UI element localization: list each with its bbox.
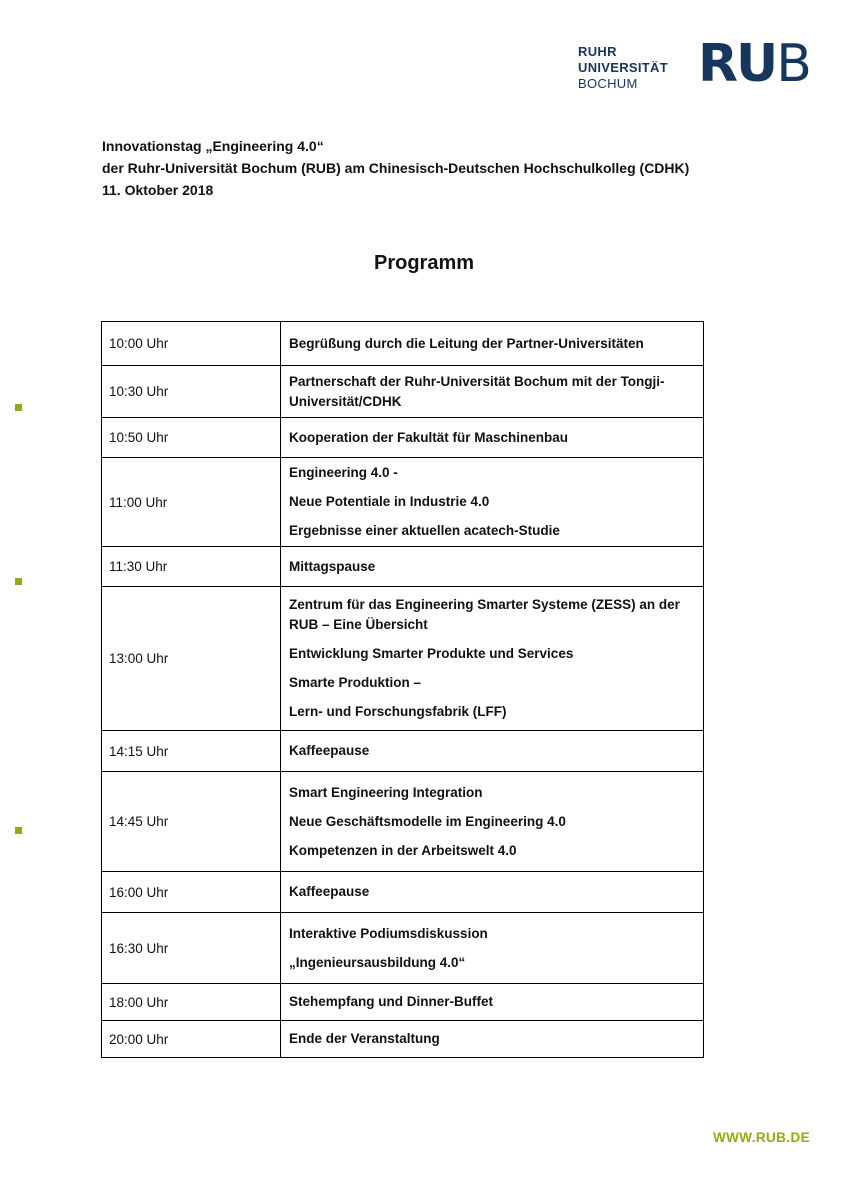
description-cell: [281, 984, 704, 1021]
description-line: „Ingenieursausbildung 4.0“: [289, 954, 466, 970]
table-row: [102, 587, 704, 731]
time-cell: 14:45 Uhr: [102, 772, 281, 872]
description-cell: [281, 1021, 704, 1058]
time-cell: 10:50 Uhr: [102, 418, 281, 458]
description-cell: [281, 418, 704, 458]
table-row: [102, 322, 704, 366]
event-host: der Ruhr-Universität Bochum (RUB) am Chinesisch-Deutschen Hochschulkolleg (CDHK): [102, 160, 690, 176]
event-header: [102, 135, 689, 201]
table-row: [102, 872, 704, 913]
description-line: Smart Engineering Integration: [289, 784, 483, 800]
time-cell: 14:15 Uhr: [102, 731, 281, 772]
footer-url: WWW.RUB.DE: [713, 1130, 810, 1145]
description-line: Begrüßung durch die Leitung der Partner-Universitäten: [289, 335, 644, 351]
description-line: Neue Potentiale in Industrie 4.0: [289, 494, 490, 509]
description-cell: [281, 458, 704, 547]
rub-logo: [578, 34, 812, 94]
description-cell: [281, 731, 704, 772]
time-cell: 10:00 Uhr: [102, 322, 281, 366]
time-cell: 16:00 Uhr: [102, 872, 281, 913]
fold-marker: [15, 404, 22, 411]
description-line: Kompetenzen in der Arbeitswelt 4.0: [289, 842, 517, 858]
logo-line-universitaet: UNIVERSITÄT: [578, 60, 668, 75]
time-cell: 16:30 Uhr: [102, 913, 281, 984]
time-cell: 20:00 Uhr: [102, 1021, 281, 1058]
description-cell: [281, 322, 704, 366]
time-cell: 11:30 Uhr: [102, 547, 281, 587]
description-line: Kaffeepause: [289, 884, 370, 899]
description-cell: [281, 547, 704, 587]
description-cell: [281, 913, 704, 984]
description-line: Engineering 4.0 -: [289, 465, 398, 480]
description-line: Ende der Veranstaltung: [289, 1031, 440, 1046]
description-line: Interaktive Podiumsdiskussion: [289, 925, 488, 941]
description-line: Entwicklung Smarter Produkte und Services: [289, 646, 574, 661]
description-line: Kaffeepause: [289, 743, 370, 758]
table-row: [102, 731, 704, 772]
time-cell: 10:30 Uhr: [102, 366, 281, 418]
time-cell: 13:00 Uhr: [102, 587, 281, 731]
table-row: [102, 458, 704, 547]
table-row: [102, 547, 704, 587]
logo-mark-rub: [697, 34, 812, 94]
time-cell: 11:00 Uhr: [102, 458, 281, 547]
logo-wordmark: [578, 44, 668, 92]
table-row: [102, 1021, 704, 1058]
description-cell: [281, 872, 704, 913]
table-row: [102, 366, 704, 418]
fold-marker: [15, 578, 22, 585]
table-row: [102, 913, 704, 984]
logo-mark-ru: RU: [697, 34, 777, 94]
table-row: [102, 772, 704, 872]
logo-line-bochum: BOCHUM: [578, 76, 638, 91]
description-line: Partnerschaft der Ruhr-Universität Bochum mit der Tongji-Universität/CDHK: [289, 373, 665, 409]
description-line: Lern- und Forschungsfabrik (LFF): [289, 704, 507, 719]
description-line: Zentrum für das Engineering Smarter Systeme (ZESS) an der RUB – Eine Übersicht: [289, 597, 680, 632]
event-title: Innovationstag „Engineering 4.0“: [102, 138, 324, 154]
logo-line-ruhr: RUHR: [578, 44, 617, 59]
description-line: Neue Geschäftsmodelle im Engineering 4.0: [289, 813, 566, 829]
event-date: 11. Oktober 2018: [102, 182, 214, 198]
description-line: Ergebnisse einer aktuellen acatech-Studie: [289, 523, 560, 538]
time-cell: 18:00 Uhr: [102, 984, 281, 1021]
description-cell: [281, 587, 704, 731]
description-line: Kooperation der Fakultät für Maschinenbau: [289, 429, 569, 445]
description-cell: [281, 772, 704, 872]
schedule-table: [101, 321, 704, 1058]
fold-marker: [15, 827, 22, 834]
description-line: Mittagspause: [289, 558, 376, 574]
table-row: [102, 984, 704, 1021]
logo-mark-b: B: [776, 34, 812, 94]
table-row: [102, 418, 704, 458]
description-line: Stehempfang und Dinner-Buffet: [289, 994, 493, 1009]
description-cell: [281, 366, 704, 418]
description-line: Smarte Produktion –: [289, 675, 422, 690]
page-title: Programm: [373, 252, 475, 274]
